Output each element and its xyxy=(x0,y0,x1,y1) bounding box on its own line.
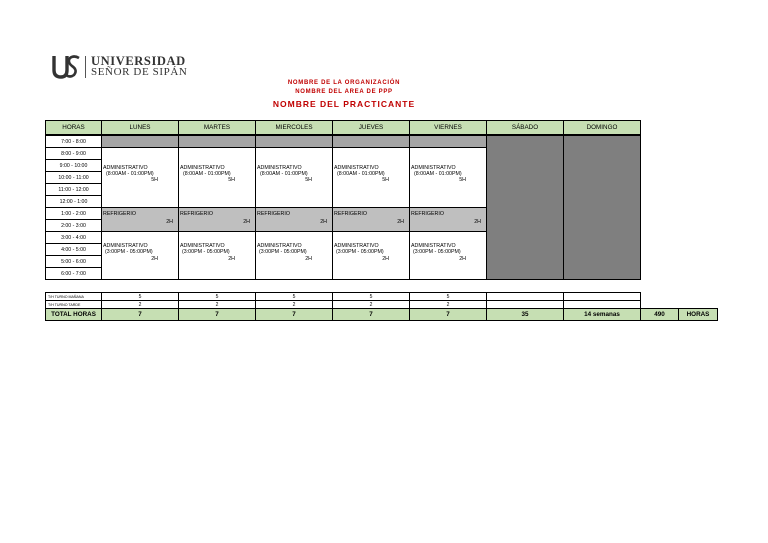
shift-title: ADMINISTRATIVO xyxy=(411,165,456,171)
shift-range: (3:00PM - 05:00PM) xyxy=(336,249,384,255)
total-hours-value: 7 xyxy=(369,311,373,318)
break-block xyxy=(332,207,410,232)
break-hours: 2H xyxy=(320,219,327,225)
total-hours-value: 7 xyxy=(138,311,142,318)
time-slot-label: 7:00 - 8:00 xyxy=(61,138,86,145)
total-hours-value: 7 xyxy=(446,311,450,318)
time-slot-label: 1:00 - 2:00 xyxy=(61,210,86,217)
shift-range: (8:00AM - 01:00PM) xyxy=(183,171,231,177)
morning-total-value: 5 xyxy=(292,293,296,300)
shift-title: ADMINISTRATIVO xyxy=(180,165,225,171)
column-header xyxy=(409,120,487,135)
shift-title: ADMINISTRATIVO xyxy=(334,243,379,249)
time-slot-label: 11:00 - 12:00 xyxy=(58,186,89,193)
morning-total-value: 5 xyxy=(215,293,219,300)
column-header xyxy=(101,120,179,135)
time-slot-label: 6:00 - 7:00 xyxy=(61,270,86,277)
break-title: REFRIGERIO xyxy=(103,211,136,217)
column-header xyxy=(255,120,333,135)
shift-hours: 5H xyxy=(228,177,235,183)
student-name: NOMBRE DEL PRACTICANTE xyxy=(272,99,416,109)
column-header-label: JUEVES xyxy=(358,124,384,131)
total-hours-value: 7 xyxy=(215,311,219,318)
morning-total-value: 5 xyxy=(446,293,450,300)
column-header-label: HORAS xyxy=(62,124,85,131)
column-header xyxy=(486,120,564,135)
shift-title: ADMINISTRATIVO xyxy=(103,165,148,171)
shift-range: (8:00AM - 01:00PM) xyxy=(260,171,308,177)
time-slot-label: 2:00 - 3:00 xyxy=(61,222,86,229)
afternoon-total-value: 2 xyxy=(215,301,219,308)
saturday-unassigned xyxy=(486,135,564,280)
shift-range: (3:00PM - 05:00PM) xyxy=(413,249,461,255)
shift-title: ADMINISTRATIVO xyxy=(257,165,302,171)
break-block xyxy=(255,207,333,232)
afternoon-shift-block xyxy=(332,231,410,280)
total-hours-cell xyxy=(101,308,179,321)
sunday-unassigned xyxy=(563,135,641,280)
morning-shift-block xyxy=(332,147,410,208)
shift-hours: 5H xyxy=(305,177,312,183)
shift-hours: 2H xyxy=(305,256,312,262)
shift-range: (3:00PM - 05:00PM) xyxy=(105,249,153,255)
shift-title: ADMINISTRATIVO xyxy=(180,243,225,249)
organization-name: NOMBRE DE LA ORGANIZACIÓN xyxy=(287,80,401,86)
morning-total-value: 5 xyxy=(369,293,373,300)
morning-shift-block xyxy=(178,147,256,208)
logo-line-2: SEÑOR DE SIPÁN xyxy=(91,66,188,78)
weeks-value: 14 semanas xyxy=(584,311,620,318)
weeks-cell xyxy=(563,308,641,321)
column-header-label: SÁBADO xyxy=(511,124,539,131)
afternoon-shift-block xyxy=(101,231,179,280)
unit-label: HORAS xyxy=(686,311,710,318)
afternoon-total-value: 2 xyxy=(369,301,373,308)
shift-hours: 2H xyxy=(382,256,389,262)
grand-total-value: 490 xyxy=(654,311,665,318)
shift-hours: 2H xyxy=(151,256,158,262)
logo-line-1: UNIVERSIDAD xyxy=(91,54,186,68)
afternoon-shift-block xyxy=(178,231,256,280)
shift-range: (8:00AM - 01:00PM) xyxy=(414,171,462,177)
university-logo xyxy=(52,54,187,80)
shift-hours: 5H xyxy=(459,177,466,183)
column-header xyxy=(178,120,256,135)
total-hours-label-text: TOTAL HORAS xyxy=(51,311,96,318)
shift-hours: 5H xyxy=(151,177,158,183)
column-header-label: LUNES xyxy=(129,124,151,131)
time-slot-label: 8:00 - 9:00 xyxy=(61,150,86,157)
time-slot-label: 9:00 - 10:00 xyxy=(59,162,88,169)
column-header-label: MARTES xyxy=(203,124,231,131)
grand-total-cell xyxy=(640,308,679,321)
afternoon-total-label-text: T/H TURNO TARDE xyxy=(48,302,81,307)
total-hours-cell xyxy=(409,308,487,321)
afternoon-shift-block xyxy=(255,231,333,280)
column-header xyxy=(45,120,102,135)
break-title: REFRIGERIO xyxy=(257,211,290,217)
week-total-value: 35 xyxy=(521,311,529,318)
time-slot-label: 5:00 - 6:00 xyxy=(61,258,86,265)
break-block xyxy=(178,207,256,232)
unit-cell xyxy=(678,308,718,321)
afternoon-shift-block xyxy=(409,231,487,280)
morning-shift-block xyxy=(409,147,487,208)
column-header-label: DOMINGO xyxy=(586,124,618,131)
total-hours-cell xyxy=(255,308,333,321)
shift-hours: 5H xyxy=(382,177,389,183)
break-block xyxy=(409,207,487,232)
logo-text xyxy=(91,56,187,78)
afternoon-total-value: 2 xyxy=(138,301,142,308)
shift-range: (8:00AM - 01:00PM) xyxy=(337,171,385,177)
break-title: REFRIGERIO xyxy=(180,211,213,217)
break-hours: 2H xyxy=(474,219,481,225)
shift-range: (3:00PM - 05:00PM) xyxy=(182,249,230,255)
week-total-cell xyxy=(486,308,564,321)
uss-emblem-icon xyxy=(52,54,82,80)
morning-total-label-text: T/H TURNO MAÑANA xyxy=(48,294,84,299)
break-title: REFRIGERIO xyxy=(411,211,444,217)
break-hours: 2H xyxy=(243,219,250,225)
logo-divider xyxy=(85,56,86,78)
shift-title: ADMINISTRATIVO xyxy=(411,243,456,249)
column-header-label: VIERNES xyxy=(434,124,462,131)
morning-shift-block xyxy=(101,147,179,208)
column-header xyxy=(332,120,410,135)
area-name: NOMBRE DEL AREA DE PPP xyxy=(295,89,393,95)
total-hours-cell xyxy=(332,308,410,321)
break-block xyxy=(101,207,179,232)
time-slot xyxy=(45,267,102,280)
total-hours-label xyxy=(45,308,102,321)
time-slot-label: 12:00 - 1:00 xyxy=(59,198,88,205)
shift-range: (3:00PM - 05:00PM) xyxy=(259,249,307,255)
total-hours-value: 7 xyxy=(292,311,296,318)
shift-title: ADMINISTRATIVO xyxy=(257,243,302,249)
shift-hours: 2H xyxy=(459,256,466,262)
break-title: REFRIGERIO xyxy=(334,211,367,217)
time-slot-label: 3:00 - 4:00 xyxy=(61,234,86,241)
column-header-label: MIERCOLES xyxy=(275,124,313,131)
shift-hours: 2H xyxy=(228,256,235,262)
afternoon-total-value: 2 xyxy=(446,301,450,308)
afternoon-total-value: 2 xyxy=(292,301,296,308)
morning-shift-block xyxy=(255,147,333,208)
break-hours: 2H xyxy=(166,219,173,225)
break-hours: 2H xyxy=(397,219,404,225)
shift-title: ADMINISTRATIVO xyxy=(334,165,379,171)
column-header xyxy=(563,120,641,135)
time-slot-label: 4:00 - 5:00 xyxy=(61,246,86,253)
morning-total-value: 5 xyxy=(138,293,142,300)
shift-title: ADMINISTRATIVO xyxy=(103,243,148,249)
shift-range: (8:00AM - 01:00PM) xyxy=(106,171,154,177)
total-hours-cell xyxy=(178,308,256,321)
time-slot-label: 10:00 - 11:00 xyxy=(58,174,89,181)
